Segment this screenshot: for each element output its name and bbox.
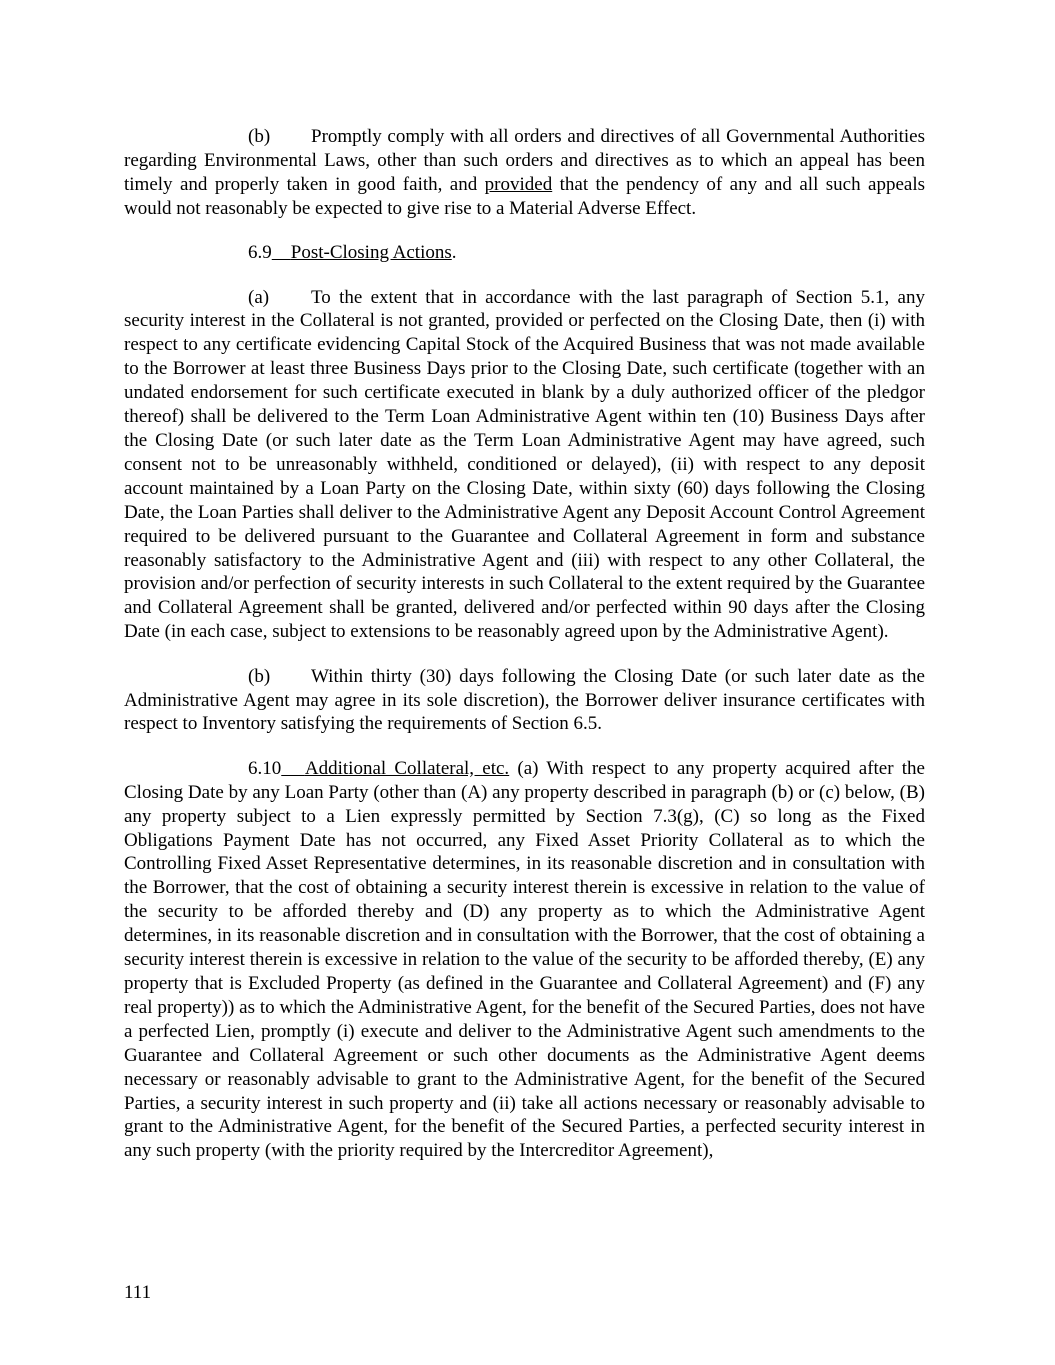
section-number: 6.10 — [248, 757, 282, 779]
paragraph-text: Within thirty (30) days following the Closing Date (or such later date as the Administrative Agent may agree in its sole discretion), the Borrower deliver insurance certificates with respect to Inventory satisfying the requirements of Section 6.5. — [124, 665, 925, 735]
paragraph-b-post-closing — [124, 665, 925, 737]
document-page — [124, 125, 925, 1184]
section-number: 6.9 — [248, 242, 272, 264]
paragraph-text: To the extent that in accordance with the last paragraph of Section 5.1, any security interest in the Collateral is not granted, provided or perfected on the Closing Date, then (i) with respect to any certificate evidencing Capital Stock of the Acquired Business that was not made available to the Borrower at least three Business Days prior to the Closing Date, such certificate (together with an undated endorsement for such certificate executed in blank by a duly authorized officer of the pledgor thereof) shall be delivered to the Term Loan Administrative Agent within ten (10) Business Days after the Closing Date (or such later date as the Term Loan Administrative Agent may have agreed, such consent not to be unreasonably withheld, conditioned or delayed), (ii) with respect to any deposit account maintained by a Loan Party on the Closing Date, within sixty (60) days following the Closing Date, the Loan Parties shall deliver to the Administrative Agent any Deposit Account Control Agreement required to be delivered pursuant to the Guarantee and Collateral Agreement in form and substance reasonably satisfactory to the Administrative Agent and (iii) with respect to any other Collateral, the provision and/or perfection of security interests in such Collateral to the extent required by the Guarantee and Collateral Agreement shall be granted, delivered and/or perfected within 90 days after the Closing Date (in each case, subject to extensions to be reasonably agreed upon by the Administrative Agent). — [124, 286, 925, 643]
section-title-period: . — [451, 242, 457, 264]
section-title: Additional Collateral, etc. — [304, 757, 510, 779]
paragraph-label: (b) — [248, 665, 271, 687]
paragraph-text: Promptly comply with all orders and directives of all Governmental Authorities regarding Environmental Laws, other than such orders and directives as to which an appeal has been timely and properly taken in good faith, and — [124, 126, 925, 195]
paragraph-b-environmental — [124, 125, 925, 221]
page-number: 111 — [124, 1282, 152, 1303]
paragraph-label: (b) — [248, 126, 271, 147]
paragraph-text: (a) With respect to any property acquired after the Closing Date by any Loan Party (other than (A) any property described in paragraph (b) or (c) below, (B) any property subject to a Lien expressly permitted by Section 7.3(g), (C) so long as the Fixed Obligations Payment Date has not occurred, any Fixed Asset Priority Collateral as to which the Controlling Fixed Asset Representative determines, in its reasonable discretion and in consultation with the Borrower, that the cost of obtaining a security interest therein is excessive in relation to the value of the security to be afforded thereby and (D) any property as to which the Administrative Agent determines, in its reasonable discretion and in consultation with the Borrower, that the cost of obtaining a security interest therein is excessive in relation to the value of the security to be afforded thereby, (E) any property that is Excluded Property (as defined in the Guarantee and Collateral Agreement) and (F) any real property)) as to which the Administrative Agent, for the benefit of the Secured Parties, does not have a perfected Lien, promptly (i) execute and deliver to the Administrative Agent such amendments to the Guarantee and Collateral Agreement or such other documents as the Administrative Agent deems necessary or reasonably advisable to grant to the Administrative Agent, for the benefit of the Secured Parties, a security interest in such property and (ii) take all actions necessary or reasonably advisable to grant to the Administrative Agent, for the benefit of the Secured Parties, a perfected security interest in any such property (with the priority required by the Intercreditor Agreement), — [124, 757, 925, 1162]
section-gap — [272, 242, 291, 263]
paragraph-label: (a) — [248, 286, 270, 308]
underlined-term: provided — [484, 173, 553, 195]
paragraph-text-continued: that the pendency of any and all such appeals would not reasonably be expected to give rise to a Material Adverse Effect. — [124, 173, 925, 219]
section-heading-6-9 — [124, 241, 925, 265]
section-title: Post-Closing Actions — [290, 242, 452, 264]
section-6-10-paragraph — [124, 757, 925, 1163]
paragraph-a-post-closing — [124, 286, 925, 645]
section-gap — [281, 758, 305, 779]
